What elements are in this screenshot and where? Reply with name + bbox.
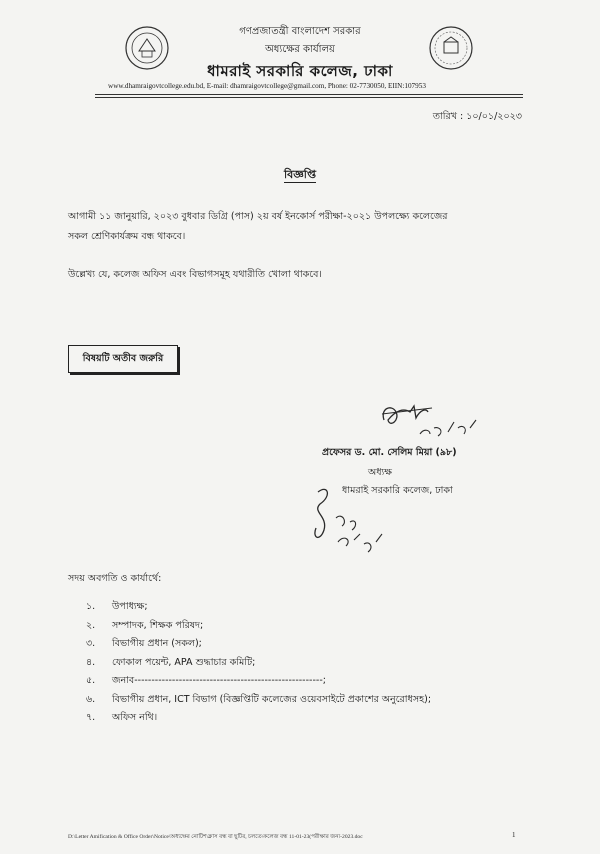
list-item-number: ৩. bbox=[86, 638, 96, 649]
distribution-list bbox=[86, 598, 431, 728]
page-number: 1 bbox=[512, 831, 516, 839]
header-divider bbox=[95, 94, 523, 95]
list-item bbox=[86, 617, 431, 636]
notice-date: তারিখ : ১০/০১/২০২৩ bbox=[432, 111, 522, 122]
header-divider-2 bbox=[95, 97, 523, 98]
list-item bbox=[86, 654, 431, 673]
college-name: ধামরাই সরকারি কলেজ, ঢাকা bbox=[207, 62, 393, 80]
body-line-1: আগামী ১১ জানুয়ারি, ২০২৩ বুধবার ডিগ্রি (পাস) ২য় বর্ষ ইনকোর্স পরীক্ষা-২০২১ উপলক্ষ্যে কলেজের bbox=[68, 211, 448, 222]
list-item-number: ২. bbox=[86, 619, 96, 631]
signatory-name: প্রফেসর ড. মো. সেলিম মিয়া (৯৮) bbox=[322, 447, 457, 458]
notice-title bbox=[0, 166, 600, 185]
government-name: গণপ্রজাতন্ত্রী বাংলাদেশ সরকার bbox=[239, 26, 361, 37]
important-note-box: বিষয়টি অতীব জরুরি bbox=[68, 345, 178, 373]
list-item-text: উপাধ্যক্ষ; bbox=[112, 601, 148, 612]
signatory-college: ধামরাই সরকারি কলেজ, ঢাকা bbox=[342, 485, 453, 496]
notice-title-text: বিজ্ঞপ্তি bbox=[284, 168, 316, 181]
list-item bbox=[86, 672, 431, 691]
list-item-number: ৪. bbox=[86, 656, 96, 668]
footer-file-path: D:\Letter Amification & Office Order\Notice\অধ্যক্ষের নোটিশ\ক্লাস বন্ধ বা ছুটির, চলতে\কলেজ বন্ধ 11-01-23(পরীক্ষার জন্য-2023.doc bbox=[68, 834, 363, 840]
list-item-number: ১. bbox=[86, 601, 96, 612]
signature-principal bbox=[370, 398, 490, 448]
list-item bbox=[86, 598, 431, 617]
list-item bbox=[86, 691, 431, 710]
list-item-text: বিভাগীয় প্রধান (সকল); bbox=[112, 638, 202, 649]
list-item-text: সম্পাদক, শিক্ষক পরিষদ; bbox=[112, 619, 204, 631]
list-item bbox=[86, 709, 431, 728]
list-item-number: ৭. bbox=[86, 712, 96, 723]
list-item-text: জনাব-------------------------------------------------------; bbox=[112, 675, 326, 686]
signatory-designation: অধ্যক্ষ bbox=[368, 467, 393, 478]
list-item-text: অফিস নথি। bbox=[112, 712, 158, 723]
distribution-intro: সদয় অবগতি ও কার্যার্থে: bbox=[68, 573, 162, 584]
list-item-number: ৬. bbox=[86, 693, 96, 705]
office-name: অধ্যক্ষের কার্যালয় bbox=[265, 44, 335, 55]
list-item-text: বিভাগীয় প্রধান, ICT বিভাগ (বিজ্ঞপ্তিটি কলেজের ওয়েবসাইটে প্রকাশের অনুরোধসহ); bbox=[112, 693, 432, 705]
contact-line: www.dhamraigovtcollege.edu.bd, E-mail: dhamraigovtcollege@gmail.com, Phone: 02-7730050, EIIN:107953 bbox=[108, 82, 426, 90]
body-line-2: সকল শ্রেণিকার্যক্রম বন্ধ থাকবে। bbox=[68, 231, 186, 242]
list-item-number: ৫. bbox=[86, 675, 96, 686]
body-line-3: উল্লেখ্য যে, কলেজ অফিস এবং বিভাগসমূহ যথারীতি খোলা থাকবে। bbox=[68, 269, 322, 280]
list-item bbox=[86, 635, 431, 654]
list-item-text: ফোকাল পয়েন্ট, APA শুদ্ধাচার কমিটি; bbox=[112, 656, 256, 668]
